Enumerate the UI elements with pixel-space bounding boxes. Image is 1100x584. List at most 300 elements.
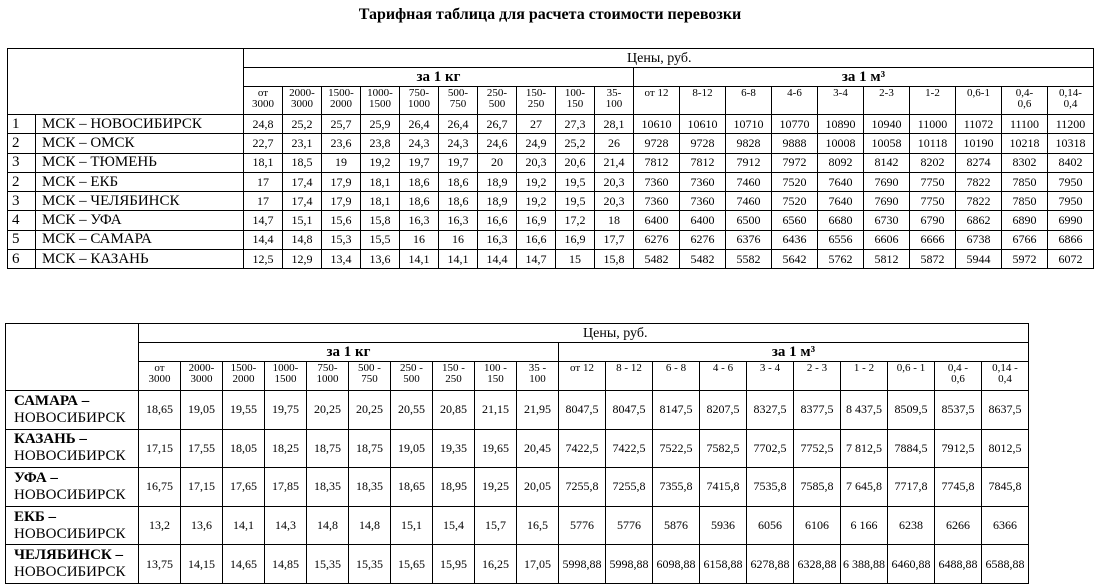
table-row: [8, 230, 1094, 249]
price-per-kg-cell: 15,35: [307, 545, 349, 584]
price-per-kg-cell: 19,05: [391, 429, 433, 468]
price-per-kg-cell: 26,4: [439, 115, 478, 134]
header-row-ranges: [6, 362, 1029, 391]
route-origin: ЕКБ –: [14, 508, 57, 525]
price-per-m3-cell: 6276: [680, 230, 726, 249]
price-per-m3-cell: 5872: [910, 250, 956, 269]
price-per-kg-cell: 20,55: [391, 391, 433, 430]
price-per-m3-cell: 5642: [772, 250, 818, 269]
kg-range-header: [307, 362, 349, 391]
price-per-kg-cell: 17: [244, 192, 283, 211]
table-row: [8, 134, 1094, 153]
price-per-m3-cell: 8 437,5: [841, 391, 888, 430]
price-per-kg-cell: 18,5: [283, 153, 322, 172]
price-per-kg-cell: 18,25: [265, 429, 307, 468]
price-per-m3-cell: 8147,5: [653, 391, 700, 430]
price-per-m3-cell: 7422,5: [606, 429, 653, 468]
price-per-m3-cell: 7520: [772, 192, 818, 211]
price-per-m3-cell: 7360: [680, 172, 726, 191]
price-per-kg-cell: 14,8: [307, 506, 349, 545]
price-per-m3-cell: 11100: [1002, 115, 1048, 134]
route-destination: НОВОСИБИРСК: [14, 448, 126, 465]
price-per-kg-cell: 22,7: [244, 134, 283, 153]
route-name: МСК – САМАРА: [36, 230, 244, 249]
price-per-m3-cell: 10008: [818, 134, 864, 153]
price-per-kg-cell: 17,9: [322, 192, 361, 211]
kg-range-header: [433, 362, 475, 391]
price-per-kg-cell: 14,15: [181, 545, 223, 584]
price-per-m3-cell: 7585,8: [794, 468, 841, 507]
range-line-2: 750: [361, 373, 378, 385]
price-per-m3-cell: 6680: [818, 211, 864, 230]
price-per-m3-cell: 6158,88: [700, 545, 747, 584]
price-per-kg-cell: 18,6: [439, 192, 478, 211]
price-per-m3-cell: 6500: [726, 211, 772, 230]
route-name: [6, 545, 139, 584]
price-per-kg-cell: 18,35: [307, 468, 349, 507]
table-row: [8, 153, 1094, 172]
price-per-kg-cell: 19: [322, 153, 361, 172]
price-per-kg-cell: 27,3: [556, 115, 595, 134]
table-row: [6, 429, 1029, 468]
price-per-m3-cell: 6400: [680, 211, 726, 230]
price-per-kg-cell: 16,9: [556, 230, 595, 249]
price-per-m3-cell: 6862: [956, 211, 1002, 230]
m3-range-header: [726, 87, 772, 115]
group-per-kg: за 1 кг: [244, 68, 634, 87]
price-per-kg-cell: 15,8: [595, 250, 634, 269]
price-per-kg-cell: 17,55: [181, 429, 223, 468]
price-per-m3-cell: 9888: [772, 134, 818, 153]
price-per-m3-cell: 8202: [910, 153, 956, 172]
price-per-m3-cell: 6436: [772, 230, 818, 249]
price-per-kg-cell: 14,7: [244, 211, 283, 230]
range-line-2: 2000: [232, 373, 255, 385]
m3-range-header: [680, 87, 726, 115]
tariff-table-novosibirsk: [5, 323, 1029, 584]
m3-range-header: [1002, 87, 1048, 115]
row-number: 2: [8, 134, 36, 153]
price-per-m3-cell: 10710: [726, 115, 772, 134]
range-line-2: 3000: [252, 98, 274, 110]
kg-range-header: [139, 362, 181, 391]
price-per-kg-cell: 13,4: [322, 250, 361, 269]
price-per-kg-cell: 14,1: [223, 506, 265, 545]
range-line-1: от 12: [644, 87, 669, 99]
price-per-m3-cell: 10890: [818, 115, 864, 134]
group-per-m3: за 1 м³: [559, 343, 1029, 362]
price-per-kg-cell: 21,4: [595, 153, 634, 172]
route-name: МСК – ОМСК: [36, 134, 244, 153]
price-per-kg-cell: 17,15: [139, 429, 181, 468]
kg-range-header: [595, 87, 634, 115]
range-line-1: 750-: [408, 87, 430, 99]
price-per-m3-cell: 7582,5: [700, 429, 747, 468]
price-per-m3-cell: 11000: [910, 115, 956, 134]
price-per-m3-cell: 7535,8: [747, 468, 794, 507]
price-per-kg-cell: 21,15: [475, 391, 517, 430]
price-per-kg-cell: 14,3: [265, 506, 307, 545]
group-per-m3: за 1 м³: [634, 68, 1094, 87]
price-per-m3-cell: 6276: [634, 230, 680, 249]
range-line-1: 6-8: [741, 87, 756, 99]
price-per-kg-cell: 16: [400, 230, 439, 249]
range-line-2: 250: [527, 98, 545, 110]
range-line-2: 150: [566, 98, 584, 110]
price-per-kg-cell: 19,25: [475, 468, 517, 507]
price-per-kg-cell: 13,6: [361, 250, 400, 269]
price-per-kg-cell: 14,4: [478, 250, 517, 269]
price-per-kg-cell: 17,15: [181, 468, 223, 507]
price-per-m3-cell: 7812: [634, 153, 680, 172]
price-per-kg-cell: 15,5: [361, 230, 400, 249]
price-per-m3-cell: 7255,8: [559, 468, 606, 507]
price-per-kg-cell: 17,4: [283, 192, 322, 211]
row-number: 3: [8, 153, 36, 172]
price-per-m3-cell: 5936: [700, 506, 747, 545]
price-per-kg-cell: 24,8: [244, 115, 283, 134]
route-name: [6, 468, 139, 507]
m3-range-header: [1048, 87, 1094, 115]
price-per-kg-cell: 19,5: [556, 172, 595, 191]
kg-range-header: [322, 87, 361, 115]
route-destination: НОВОСИБИРСК: [14, 525, 126, 542]
price-per-kg-cell: 19,55: [223, 391, 265, 430]
price-per-m3-cell: 7822: [956, 192, 1002, 211]
price-per-m3-cell: 5776: [606, 506, 653, 545]
price-per-m3-cell: 8637,5: [982, 391, 1029, 430]
price-per-m3-cell: 5972: [1002, 250, 1048, 269]
range-line-2: 3000: [148, 373, 171, 385]
price-per-kg-cell: 18,1: [361, 192, 400, 211]
price-per-kg-cell: 18,6: [439, 172, 478, 191]
price-per-kg-cell: 15,7: [475, 506, 517, 545]
row-number: 3: [8, 192, 36, 211]
price-per-kg-cell: 15,4: [433, 506, 475, 545]
price-per-kg-cell: 18,35: [349, 468, 391, 507]
range-line-1: 6 - 8: [665, 362, 687, 374]
price-per-m3-cell: 10218: [1002, 134, 1048, 153]
page-title: Тарифная таблица для расчета стоимости перевозки: [358, 6, 742, 23]
table-row: [8, 192, 1094, 211]
m3-range-header: [700, 362, 747, 391]
price-per-kg-cell: 16,6: [478, 211, 517, 230]
price-per-m3-cell: 7460: [726, 172, 772, 191]
price-per-m3-cell: 8092: [818, 153, 864, 172]
price-per-kg-cell: 14,85: [265, 545, 307, 584]
kg-range-header: [439, 87, 478, 115]
table-row: [8, 115, 1094, 134]
price-per-m3-cell: 10318: [1048, 134, 1094, 153]
price-per-kg-cell: 14,65: [223, 545, 265, 584]
price-per-m3-cell: 6098,88: [653, 545, 700, 584]
range-line-1: 1 - 2: [853, 362, 875, 374]
route-destination: НОВОСИБИРСК: [14, 409, 126, 426]
price-per-kg-cell: 17,9: [322, 172, 361, 191]
price-per-m3-cell: 7812: [680, 153, 726, 172]
price-per-m3-cell: 6056: [747, 506, 794, 545]
price-per-kg-cell: 16,3: [400, 211, 439, 230]
group-per-kg: за 1 кг: [139, 343, 559, 362]
price-per-m3-cell: 6376: [726, 230, 772, 249]
header-row-groups: [6, 343, 1029, 362]
price-per-m3-cell: 7822: [956, 172, 1002, 191]
price-per-m3-cell: 7640: [818, 192, 864, 211]
range-line-1: 100-: [564, 87, 586, 99]
kg-range-header: [478, 87, 517, 115]
price-per-m3-cell: 8142: [864, 153, 910, 172]
price-per-m3-cell: 10610: [634, 115, 680, 134]
price-per-kg-cell: 25,2: [283, 115, 322, 134]
price-per-kg-cell: 14,8: [349, 506, 391, 545]
range-line-1: 2-3: [879, 87, 894, 99]
price-per-m3-cell: 7520: [772, 172, 818, 191]
range-line-1: 2000-: [188, 362, 215, 374]
price-per-kg-cell: 18,95: [433, 468, 475, 507]
header-row-price: [6, 324, 1029, 343]
price-per-kg-cell: 20,45: [517, 429, 559, 468]
price-per-kg-cell: 20,3: [595, 172, 634, 191]
range-line-1: 250 -: [400, 362, 423, 374]
range-line-1: 3 - 4: [759, 362, 781, 374]
price-per-m3-cell: 6 166: [841, 506, 888, 545]
price-per-kg-cell: 19,05: [181, 391, 223, 430]
price-per-m3-cell: 6238: [888, 506, 935, 545]
range-line-1: 3-4: [833, 87, 848, 99]
table-row: [8, 172, 1094, 191]
kg-range-header: [265, 362, 307, 391]
m3-range-header: [559, 362, 606, 391]
row-number: 1: [8, 115, 36, 134]
kg-range-header: [391, 362, 433, 391]
range-line-1: 35 -: [528, 362, 547, 374]
price-per-m3-cell: 7750: [910, 192, 956, 211]
price-per-kg-cell: 27: [517, 115, 556, 134]
kg-range-header: [181, 362, 223, 391]
range-line-1: 1500-: [328, 87, 354, 99]
m3-range-header: [956, 87, 1002, 115]
price-per-m3-cell: 10058: [864, 134, 910, 153]
price-per-kg-cell: 24,6: [478, 134, 517, 153]
price-per-kg-cell: 14,4: [244, 230, 283, 249]
price-per-m3-cell: 6460,88: [888, 545, 935, 584]
price-per-kg-cell: 15,95: [433, 545, 475, 584]
route-name: МСК – УФА: [36, 211, 244, 230]
price-per-m3-cell: 6400: [634, 211, 680, 230]
price-per-kg-cell: 20,05: [517, 468, 559, 507]
m3-range-header: [634, 87, 680, 115]
price-per-kg-cell: 18,6: [400, 172, 439, 191]
price-per-m3-cell: 5812: [864, 250, 910, 269]
price-per-kg-cell: 17,4: [283, 172, 322, 191]
table-row: [8, 250, 1094, 269]
m3-range-header: [982, 362, 1029, 391]
m3-range-header: [910, 87, 956, 115]
price-per-kg-cell: 15,65: [391, 545, 433, 584]
price-per-kg-cell: 18: [595, 211, 634, 230]
price-per-kg-cell: 17,7: [595, 230, 634, 249]
price-per-m3-cell: 8302: [1002, 153, 1048, 172]
price-per-kg-cell: 19,7: [400, 153, 439, 172]
price-per-kg-cell: 26,7: [478, 115, 517, 134]
route-name: [6, 506, 139, 545]
price-per-m3-cell: 7360: [680, 192, 726, 211]
price-header: Цены, руб.: [244, 49, 1094, 68]
range-line-1: 0,14-: [1059, 87, 1082, 99]
range-line-1: 0,4-: [1015, 87, 1034, 99]
m3-range-header: [864, 87, 910, 115]
route-origin: КАЗАНЬ –: [14, 431, 87, 448]
price-per-kg-cell: 16,3: [478, 230, 517, 249]
price-per-m3-cell: 7360: [634, 192, 680, 211]
route-name: [6, 429, 139, 468]
price-per-kg-cell: 24,9: [517, 134, 556, 153]
price-per-kg-cell: 14,1: [439, 250, 478, 269]
route-origin: САМАРА –: [14, 392, 90, 409]
m3-range-header: [606, 362, 653, 391]
header-corner: [8, 49, 244, 115]
price-per-m3-cell: 7745,8: [935, 468, 982, 507]
price-per-kg-cell: 17,65: [223, 468, 265, 507]
price-per-kg-cell: 16,6: [517, 230, 556, 249]
price-per-kg-cell: 16: [439, 230, 478, 249]
price-per-kg-cell: 24,3: [400, 134, 439, 153]
price-per-kg-cell: 23,6: [322, 134, 361, 153]
price-per-m3-cell: 8047,5: [606, 391, 653, 430]
m3-range-header: [772, 87, 818, 115]
price-per-kg-cell: 26: [595, 134, 634, 153]
price-per-m3-cell: 6 388,88: [841, 545, 888, 584]
price-per-m3-cell: 7972: [772, 153, 818, 172]
kg-range-header: [475, 362, 517, 391]
price-per-m3-cell: 6488,88: [935, 545, 982, 584]
range-line-1: 500-: [447, 87, 469, 99]
price-per-m3-cell: 5998,88: [559, 545, 606, 584]
route-destination: НОВОСИБИРСК: [14, 486, 126, 503]
price-per-m3-cell: 9728: [680, 134, 726, 153]
price-per-kg-cell: 25,2: [556, 134, 595, 153]
price-per-m3-cell: 5582: [726, 250, 772, 269]
price-per-kg-cell: 19,7: [439, 153, 478, 172]
price-per-m3-cell: 6278,88: [747, 545, 794, 584]
price-per-m3-cell: 6556: [818, 230, 864, 249]
range-line-1: 100 -: [484, 362, 507, 374]
price-per-m3-cell: 6990: [1048, 211, 1094, 230]
range-line-1: 1-2: [925, 87, 940, 99]
range-line-2: 750: [449, 98, 467, 110]
m3-range-header: [818, 87, 864, 115]
price-per-m3-cell: 6666: [910, 230, 956, 249]
header-corner: [6, 324, 139, 391]
m3-range-header: [935, 362, 982, 391]
price-per-m3-cell: 6588,88: [982, 545, 1029, 584]
price-per-kg-cell: 20,3: [517, 153, 556, 172]
price-per-kg-cell: 19,35: [433, 429, 475, 468]
price-per-m3-cell: 5482: [680, 250, 726, 269]
price-per-m3-cell: 7702,5: [747, 429, 794, 468]
range-line-1: 4 - 6: [712, 362, 734, 374]
price-per-m3-cell: 8207,5: [700, 391, 747, 430]
price-per-kg-cell: 19,2: [517, 192, 556, 211]
price-per-kg-cell: 20,25: [349, 391, 391, 430]
range-line-2: 100: [529, 373, 546, 385]
price-per-m3-cell: 5944: [956, 250, 1002, 269]
price-per-kg-cell: 15: [556, 250, 595, 269]
range-line-1: 0,14 -: [992, 362, 1018, 374]
price-per-m3-cell: 7750: [910, 172, 956, 191]
price-per-m3-cell: 6328,88: [794, 545, 841, 584]
price-per-m3-cell: 10770: [772, 115, 818, 134]
price-per-m3-cell: 7884,5: [888, 429, 935, 468]
price-per-kg-cell: 14,8: [283, 230, 322, 249]
price-per-m3-cell: 7717,8: [888, 468, 935, 507]
price-per-m3-cell: 8537,5: [935, 391, 982, 430]
price-per-kg-cell: 18,1: [361, 172, 400, 191]
price-per-m3-cell: 8012,5: [982, 429, 1029, 468]
price-per-kg-cell: 18,75: [349, 429, 391, 468]
price-per-m3-cell: 6606: [864, 230, 910, 249]
price-per-m3-cell: 6738: [956, 230, 1002, 249]
table-row: [6, 468, 1029, 507]
price-per-kg-cell: 16,3: [439, 211, 478, 230]
price-per-m3-cell: 7 812,5: [841, 429, 888, 468]
range-line-2: 0,4: [998, 373, 1012, 385]
price-per-kg-cell: 20,3: [595, 192, 634, 211]
price-per-kg-cell: 20,25: [307, 391, 349, 430]
price-per-m3-cell: 8327,5: [747, 391, 794, 430]
route-name: [6, 391, 139, 430]
kg-range-header: [361, 87, 400, 115]
range-line-1: 0,6 - 1: [896, 362, 926, 374]
route-origin: ЧЕЛЯБИНСК –: [14, 547, 124, 564]
range-line-1: от: [154, 362, 165, 374]
price-per-m3-cell: 9728: [634, 134, 680, 153]
range-line-1: 0,6-1: [967, 87, 990, 99]
price-per-kg-cell: 25,7: [322, 115, 361, 134]
price-per-m3-cell: 6866: [1048, 230, 1094, 249]
row-number: 5: [8, 230, 36, 249]
price-per-kg-cell: 13,2: [139, 506, 181, 545]
table-row: [6, 391, 1029, 430]
range-line-1: 4-6: [787, 87, 802, 99]
price-per-kg-cell: 25,9: [361, 115, 400, 134]
price-per-kg-cell: 20,6: [556, 153, 595, 172]
range-line-2: 150: [487, 373, 504, 385]
price-per-m3-cell: 7850: [1002, 172, 1048, 191]
price-per-kg-cell: 17,85: [265, 468, 307, 507]
range-line-2: 0,4: [1063, 98, 1078, 110]
price-per-m3-cell: 7460: [726, 192, 772, 211]
price-per-m3-cell: 7752,5: [794, 429, 841, 468]
price-per-kg-cell: 12,9: [283, 250, 322, 269]
range-line-1: от: [257, 87, 269, 99]
price-per-kg-cell: 16,75: [139, 468, 181, 507]
range-line-1: 1000-: [272, 362, 299, 374]
price-per-m3-cell: 10190: [956, 134, 1002, 153]
price-per-m3-cell: 7950: [1048, 172, 1094, 191]
route-name: МСК – ЧЕЛЯБИНСК: [36, 192, 244, 211]
route-name: МСК – НОВОСИБИРСК: [36, 115, 244, 134]
kg-range-header: [244, 87, 283, 115]
price-per-kg-cell: 18,65: [139, 391, 181, 430]
table-row: [6, 545, 1029, 584]
price-per-m3-cell: 7640: [818, 172, 864, 191]
range-line-1: 1500-: [230, 362, 257, 374]
price-per-kg-cell: 14,7: [517, 250, 556, 269]
price-per-m3-cell: 8377,5: [794, 391, 841, 430]
price-per-kg-cell: 19,2: [517, 172, 556, 191]
route-destination: НОВОСИБИРСК: [14, 564, 126, 581]
